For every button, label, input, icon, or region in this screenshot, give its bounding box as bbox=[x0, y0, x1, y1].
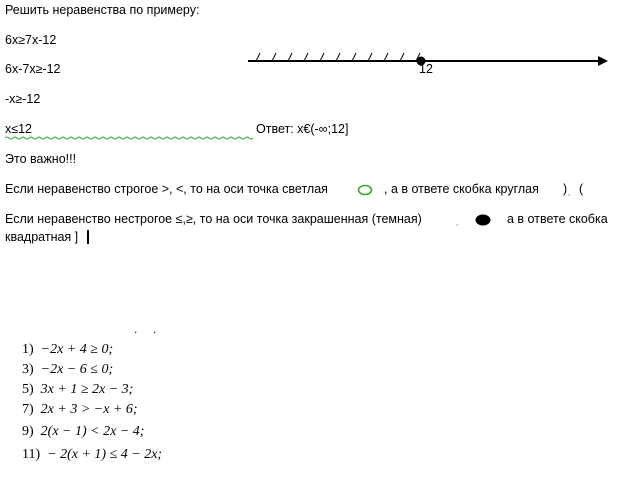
arrow-head bbox=[598, 56, 608, 66]
exercise-expression: − 2(x + 1) ≤ 4 − 2x; bbox=[47, 447, 163, 462]
step-4: x≤12 bbox=[5, 122, 33, 136]
spell-mark-2: , bbox=[456, 218, 459, 227]
exercise-number: 5) bbox=[22, 382, 34, 397]
exercise-11 bbox=[22, 447, 162, 463]
exercise-1 bbox=[22, 342, 113, 358]
spellcheck-squiggle bbox=[5, 136, 255, 140]
rule-strict-mid: , а в ответе скобка круглая bbox=[384, 182, 539, 196]
exercise-9 bbox=[22, 424, 144, 440]
exercise-number: 7) bbox=[22, 402, 34, 417]
exercise-expression: 2x + 3 > −x + 6; bbox=[40, 402, 138, 417]
exercise-3 bbox=[22, 362, 113, 378]
light-point-icon bbox=[356, 184, 374, 196]
number-line-label: 12 bbox=[419, 62, 433, 76]
important-note: Это важно!!! bbox=[5, 152, 77, 166]
exercise-expression: −2x + 4 ≥ 0; bbox=[40, 342, 114, 357]
answer: Ответ: x€(-∞;12] bbox=[256, 122, 349, 136]
exercise-number: 3) bbox=[22, 362, 34, 377]
exercise-number: 1) bbox=[22, 342, 34, 357]
rule-strict-bracket: ) bbox=[563, 182, 568, 196]
step-3: -x≥-12 bbox=[5, 92, 41, 106]
spell-mark-1: , bbox=[568, 188, 571, 197]
rule-nonstrict-line1: Если неравенство нестрогое ≤,≥, то на оси точка закрашенная (темная) bbox=[5, 212, 422, 226]
text-cursor bbox=[87, 230, 89, 244]
step-1: 6x≥7x-12 bbox=[5, 33, 57, 47]
exercise-expression: 2(x − 1) < 2x − 4; bbox=[40, 424, 145, 439]
exercise-expression: 3x + 1 ≥ 2x − 3; bbox=[40, 382, 134, 397]
exercise-5 bbox=[22, 382, 133, 398]
dark-point-icon bbox=[474, 213, 492, 227]
exercise-7 bbox=[22, 402, 138, 418]
exercise-number: 9) bbox=[22, 424, 34, 439]
rule-strict-extra: ( bbox=[579, 182, 584, 196]
exercise-number: 11) bbox=[22, 447, 41, 462]
step-2: 6x-7x≥-12 bbox=[5, 62, 61, 76]
rule-nonstrict-mid: а в ответе скобка bbox=[507, 212, 608, 226]
stray-dot-1: . bbox=[134, 322, 138, 336]
stray-dot-2: . bbox=[153, 322, 157, 336]
rule-strict-text: Если неравенство строгое >, <, то на оси точка светлая bbox=[5, 182, 328, 196]
hatch-marks bbox=[256, 53, 420, 61]
rule-nonstrict-line2: квадратная ] bbox=[5, 230, 79, 244]
heading: Решить неравенства по примеру: bbox=[5, 3, 200, 17]
exercise-expression: −2x − 6 ≤ 0; bbox=[40, 362, 114, 377]
